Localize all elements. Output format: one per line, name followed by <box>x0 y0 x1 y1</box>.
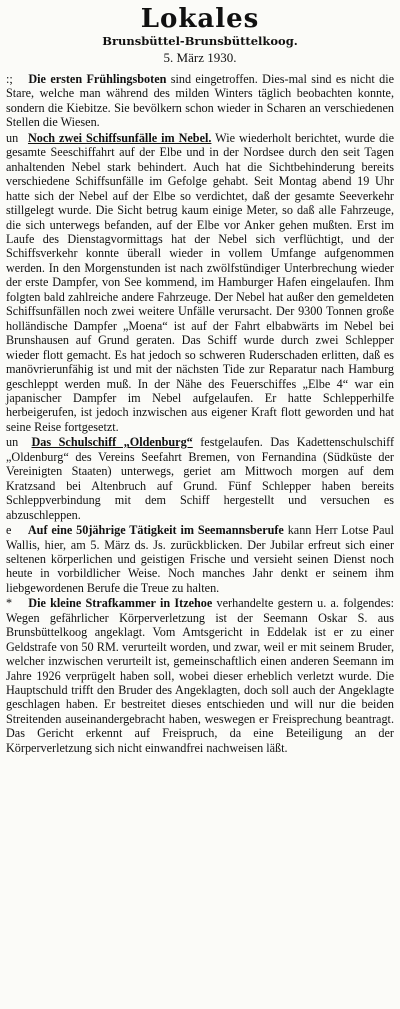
article-lead: Die ersten Frühlingsboten <box>28 72 167 86</box>
article-lead: Noch zwei Schiffsunfälle im Nebel. <box>27 130 212 145</box>
dateline: Brunsbüttel-Brunsbüttelkoog. <box>102 34 298 48</box>
article-body: kann Herr Lotse Paul Wallis, hier, am 5. März ds. Js. zurückblicken. Der Jubilar erfreut sich einer seltenen körperlichen und geistigen Frische und versieht seinen Dienst noch heute in vorbildlicher Weise. Noch manches Jahr denkt er seinem ihm liebgewordenen Berufe die Treue zu halten. <box>6 523 395 595</box>
section-title: Lokales <box>140 4 260 34</box>
article-lead: Das Schulschiff „Oldenburg“ <box>31 435 193 450</box>
article-marker: :; <box>6 72 13 86</box>
article-body: sind eingetroffen. Dies-mal sind es nicht die Stare, welche man während des milden Winters täglich beobachten konnte, sondern die Kiebitze. Sie bevölkern schon wieder in Scharen an verschiedenen Stellen die Wiesen. <box>6 72 394 130</box>
article-body: verhandelte gestern u. a. folgendes: Wegen gefährlicher Körperverletzung ist der Seemann Oskar S. aus Brunsbüttelkoog angeklagt. Vom Amtsgericht in Eddelak ist er zu einer Geldstrafe von 50 RM. verurteilt worden, und zwar, weil er mit seinem Bruder, welcher inzwischen verurteilt ist, gemeinschaftlich einen anderen Seemann im Jahre 1926 verprügelt haben soll, wobei dieser erheblich verletzt wurde. Die Hauptschuld trifft den Bruder des Angeklagten, doch soll auch der Angeklagte geschlagen haben. Er bestreitet dieses entschieden und will nur die beiden Streitenden auseinandergebracht haben, weswegen er Freisprechung beantragt. Das Gericht erkennt auf Freispruch, da eine Beteiligung an der Körperverletzung sich nicht einwandfrei nachweisen läßt. <box>6 596 395 755</box>
article-marker: un <box>6 435 19 450</box>
article-schulschiff <box>6 435 394 522</box>
article-fruehlingsboten <box>6 72 394 130</box>
article-lead: Auf eine 50jährige Tätigkeit im Seemannsberufe <box>27 523 284 538</box>
section-header <box>6 4 394 66</box>
article-marker: e <box>6 523 12 538</box>
article-body: festgelaufen. Das Kadettenschulschiff „Oldenburg“ des Vereins Seefahrt Bremen, von Fernandina (Südküste der Vereinigten Staaten) unterwegs, geriet am Mittwoch morgen auf dem Kratzsand bei Altenbruch auf Grund. Fünf Schlepper haben bereits Schleppverbindung mit dem Schiff hergestellt und versuchen es abzuschleppen. <box>6 435 395 522</box>
article-marker: * <box>6 596 13 611</box>
article-jubilaeum <box>6 523 394 595</box>
issue-date: 5. März 1930. <box>163 50 237 65</box>
article-strafkammer <box>6 596 394 755</box>
article-marker: un <box>6 130 19 145</box>
article-body: Wie wiederholt berichtet, wurde die gesamte Seeschiffahrt auf der Elbe und in der Nordsee durch den seit Tagen anhaltenden Nebel stark behindert. Auch hat die Sichtbehinderung bereits verschiedene Schiffsunfälle im Gefolge gehabt. Seit Montag abend 19 Uhr hatte sich der Nebel auf der Elbe so verdichtet, daß der gesamte Seeverkehr stillgelegt wurde. Die Sicht betrug kaum einige Meter, so daß alle Fahrzeuge, die sich unterwegs befanden, auf der Elbe vor Anker gehen mußten. Erst im Laufe des Dienstagvormittags hat der Nebel sich verflüchtigt, und der Schiffsverkehr konnte überall wieder in vollem Umfange aufgenommen werden. In den Morgenstunden ist nach zwölfstündiger Unterbrechung wieder der erste Dampfer, von See kommend, im Hamburger Hafen eingelaufen. Ihm folgten bald zahlreiche andere Fahrzeuge. Der Nebel hat außer den gemeldeten Schiffsunfällen noch zwei weitere Unfälle verursacht. Der 9300 Tonnen große holländische Dampfer „Moena“ ist auf der Fahrt elbabwärts im Nebel bei Brunshausen auf Grund geraten. Das Schiff wurde durch zwei Schlepper wieder flott gemacht. Es hat jedoch so schweren Ruderschaden erlitten, daß es manövrierunfähig ist und mit der nächsten Tide zur Reparatur nach Hamburg geschleppt werden muß. In der Nähe des Feuerschiffes „Elbe 4“ war ein japanischer Dampfer im Nebel aufgelaufen. Er hatte Schlepperhilfe herbeigerufen, ist jedoch inzwischen aus eigener Kraft flott geworden und hat seine Reise fortgesetzt. <box>6 130 395 434</box>
article-lead: Die kleine Strafkammer in Itzehoe <box>28 596 213 611</box>
article-schiffsunfaelle <box>6 131 394 435</box>
